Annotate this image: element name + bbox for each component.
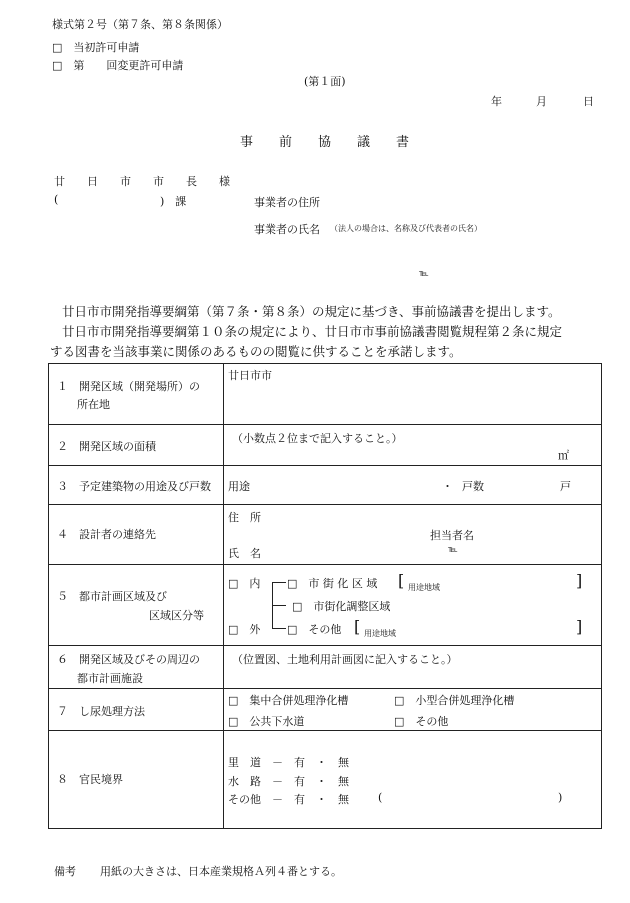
form-number: 様式第２号（第７条、第８条関係） <box>52 18 228 31</box>
designer-contact-field[interactable] <box>224 505 602 565</box>
sewage-small-checkbox[interactable]: □ 小型合併処理浄化槽 <box>394 694 515 707</box>
dept-open-paren: ( <box>54 193 59 206</box>
urban-area-checkbox[interactable]: □ 市 街 化 区 域 <box>287 577 378 590</box>
boundary-paren-close: ) <box>558 791 563 804</box>
location-field[interactable] <box>224 364 602 425</box>
usage1-close-bracket: ] <box>576 571 583 590</box>
outer-connector <box>272 628 286 629</box>
addressee-mayor: 廿 日 市 市 長 様 <box>54 175 230 188</box>
sewage-other-checkbox[interactable]: □ その他 <box>394 715 449 728</box>
row4-label: ４ 設計者の連絡先 <box>57 528 156 541</box>
date-year: 年 <box>491 95 502 108</box>
designer-tel: ℡ <box>448 545 458 555</box>
row5-label-b: 区域区分等 <box>149 609 204 622</box>
area-unit: ㎡ <box>558 449 569 462</box>
row-building-use <box>49 466 602 505</box>
applicant-tel: ℡ <box>419 269 429 279</box>
use-label: 用途 <box>228 480 250 493</box>
area-field[interactable] <box>224 425 602 466</box>
row6-label-a: ６ 開発区域及びその周辺の <box>57 653 200 666</box>
usage2-open-bracket: [ <box>354 617 361 636</box>
applicant-address-label: 事業者の住所 <box>254 196 320 209</box>
designer-person-label: 担当者名 <box>430 529 474 542</box>
control-connector <box>272 605 286 606</box>
date-day: 日 <box>583 95 594 108</box>
dept-close-paren: ) 課 <box>160 195 187 208</box>
body-line-3: する図書を当該事業に関係のあるものの閲覧に供することを承諾します。 <box>50 344 462 359</box>
count-label: 戸数 <box>462 480 484 493</box>
sewage-public-checkbox[interactable]: □ 公共下水道 <box>228 715 305 728</box>
row-city-planning-area <box>49 565 602 646</box>
use-separator: ・ <box>442 480 453 493</box>
inner-checkbox[interactable]: □ 内 <box>228 577 261 590</box>
city-planning-field[interactable] <box>224 565 602 646</box>
change-permit-checkbox-label: □ 第 回変更許可申請 <box>52 59 184 72</box>
facilities-note: （位置図、土地利用計画図に記入すること。） <box>232 653 458 666</box>
row-sewage-method <box>49 689 602 731</box>
inner-connector <box>272 582 286 583</box>
other-checkbox[interactable]: □ その他 <box>287 623 342 636</box>
sewage-central-checkbox[interactable]: □ 集中合併処理浄化槽 <box>228 694 349 707</box>
location-value: 廿日市市 <box>228 369 272 382</box>
applicant-name-note: （法人の場合は、名称及び代表者の氏名） <box>330 224 482 233</box>
designer-address-label: 住 所 <box>228 511 261 524</box>
applicant-name-label: 事業者の氏名 <box>254 223 320 236</box>
row1-label-b: 所在地 <box>77 398 110 411</box>
usage2-close-bracket: ] <box>576 617 583 636</box>
boundary-field[interactable] <box>224 731 602 829</box>
usage1-label: 用途地域 <box>408 583 440 592</box>
remarks-label: 備考 <box>54 865 76 878</box>
page-title: 事 前 協 議 書 <box>240 135 410 150</box>
boundary-other: その他 － 有 ・ 無 <box>228 793 349 806</box>
row2-label: ２ 開発区域の面積 <box>57 440 156 453</box>
row7-label: ７ し尿処理方法 <box>57 705 145 718</box>
row5-label-a: ５ 都市計画区域及び <box>57 590 167 603</box>
boundary-road: 里 道 － 有 ・ 無 <box>228 756 349 769</box>
boundary-paren-open: ( <box>378 791 383 804</box>
body-line-1: 廿日市市開発指導要綱第（第７条・第８条）の規定に基づき、事前協議書を提出します。 <box>62 304 561 319</box>
remarks-text: 用紙の大きさは、日本産業規格Ａ列４番とする。 <box>100 865 342 878</box>
row-development-location <box>49 364 602 425</box>
row-boundary <box>49 731 602 829</box>
row-designer-contact <box>49 505 602 565</box>
row-planning-facilities <box>49 646 602 689</box>
planning-facilities-field[interactable] <box>224 646 602 689</box>
sewage-field <box>224 689 602 731</box>
boundary-water: 水 路 － 有 ・ 無 <box>228 775 349 788</box>
row3-label: ３ 予定建築物の用途及び戸数 <box>57 480 211 493</box>
urban-control-checkbox[interactable]: □ 市街化調整区域 <box>292 600 391 613</box>
usage1-open-bracket: [ <box>398 571 405 590</box>
initial-permit-checkbox-label: □ 当初許可申請 <box>52 41 140 54</box>
page-label: (第１面) <box>304 75 346 88</box>
row1-label-a: １ 開発区域（開発場所）の <box>57 380 200 393</box>
date-month: 月 <box>536 95 547 108</box>
body-line-2: 廿日市市開発指導要綱第１０条の規定により、廿日市市事前協議書閲覧規程第２条に規定 <box>62 324 563 339</box>
outer-checkbox[interactable]: □ 外 <box>228 623 261 636</box>
row8-label: ８ 官民境界 <box>57 773 123 786</box>
row6-label-b: 都市計画施設 <box>77 672 143 685</box>
row-development-area <box>49 425 602 466</box>
application-table <box>48 363 602 829</box>
building-use-field[interactable] <box>224 466 602 505</box>
usage2-label: 用途地域 <box>364 629 396 638</box>
area-note: （小数点２位まで記入すること。） <box>232 432 403 445</box>
count-unit: 戸 <box>560 480 571 493</box>
designer-name-label: 氏 名 <box>228 547 261 560</box>
